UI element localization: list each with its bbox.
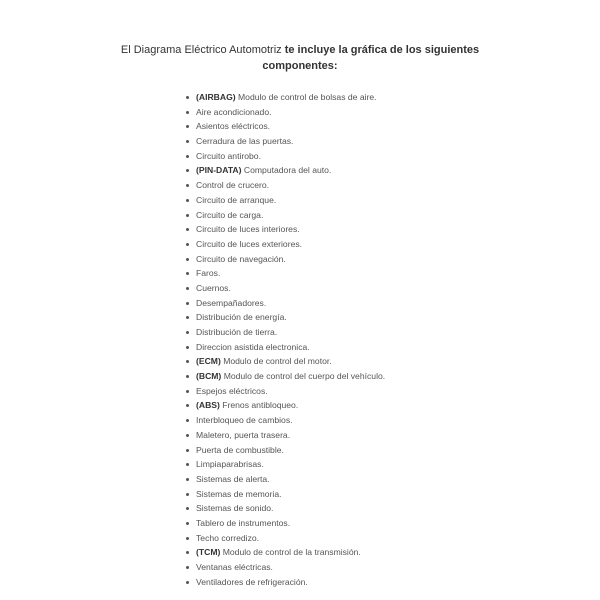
list-item xyxy=(182,325,385,340)
list-item-text: Ventanas eléctricas. xyxy=(196,562,273,572)
list-item-prefix: (BCM) xyxy=(196,371,222,382)
bullet-icon xyxy=(186,96,189,99)
list-item-text: Circuito de luces interiores. xyxy=(196,224,300,235)
list-item-text: Maletero, puerta trasera. xyxy=(196,429,291,440)
list-item xyxy=(182,193,385,208)
list-item-text: Sistemas de memoria. xyxy=(196,488,282,499)
bullet-icon xyxy=(186,140,189,143)
bullet-icon xyxy=(186,581,189,584)
heading xyxy=(100,42,500,74)
list-item-prefix: (ABS) xyxy=(196,400,220,411)
list-item-text: Asientos eléctricos. xyxy=(196,121,271,132)
bullet-icon xyxy=(186,522,189,525)
list-item-text: Circuito de luces exteriores. xyxy=(196,238,303,249)
bullet-icon xyxy=(186,228,189,231)
bullet-icon xyxy=(186,449,189,452)
list-item-text: Sistemas de alerta. xyxy=(196,473,270,484)
list-item xyxy=(182,119,385,134)
bullet-icon xyxy=(186,434,189,437)
list-item-text: Distribución de energía. xyxy=(196,312,287,323)
list-item-text: Puerta de combustible. xyxy=(196,444,284,455)
bullet-icon xyxy=(186,390,189,393)
bullet-icon xyxy=(186,566,189,569)
list-item-prefix: (TCM) xyxy=(196,547,221,558)
list-item-text: Cuernos. xyxy=(196,282,231,293)
bullet-icon xyxy=(186,199,189,202)
list-item-text: Modulo de control del motor. xyxy=(223,356,332,367)
list-item xyxy=(182,222,385,237)
list-item-text: Circuito de navegación. xyxy=(196,253,286,264)
bullet-icon xyxy=(186,184,189,187)
list-item-text: Computadora del auto. xyxy=(243,165,332,176)
bullet-icon xyxy=(186,419,189,422)
list-item-prefix: (AIRBAG) xyxy=(196,92,236,102)
list-item-text: Frenos antibloqueo. xyxy=(222,400,299,411)
list-item xyxy=(182,443,385,458)
bullet-icon xyxy=(186,551,189,554)
list-item-text: Techo corredizo. xyxy=(196,532,260,543)
list-item-text: Circuito antirobo. xyxy=(196,150,261,161)
list-item xyxy=(182,281,385,296)
list-item xyxy=(182,208,385,223)
list-item xyxy=(182,296,385,311)
list-item xyxy=(182,149,385,164)
list-item xyxy=(182,90,385,105)
bullet-icon xyxy=(186,537,189,540)
list-item-text: Aire acondicionado. xyxy=(196,106,272,117)
list-item-prefix: (ECM) xyxy=(196,356,221,367)
list-item xyxy=(182,575,385,590)
list-item-text: Sistemas de sonido. xyxy=(196,503,274,514)
list-item xyxy=(182,369,385,384)
list-item-text: Modulo de control de la transmisión. xyxy=(222,547,361,558)
bullet-icon xyxy=(186,214,189,217)
list-item xyxy=(182,384,385,399)
list-item xyxy=(182,545,385,560)
list-item xyxy=(182,266,385,281)
list-item-text: Desempañadores. xyxy=(196,297,267,308)
list-item xyxy=(182,398,385,413)
bullet-icon xyxy=(186,272,189,275)
component-list xyxy=(182,90,385,589)
list-item xyxy=(182,428,385,443)
list-item-text: Ventiladores de refrigeración. xyxy=(196,576,308,587)
bullet-icon xyxy=(186,287,189,290)
list-item xyxy=(182,413,385,428)
list-item xyxy=(182,340,385,355)
list-item xyxy=(182,531,385,546)
bullet-icon xyxy=(186,463,189,466)
heading-bold-text: te incluye la gráfica de los siguientes componentes: xyxy=(262,44,480,72)
list-item xyxy=(182,310,385,325)
list-item-text: Cerradura de las puertas. xyxy=(196,136,294,147)
bullet-icon xyxy=(186,258,189,261)
list-item-text: Direccion asistida electronica. xyxy=(196,341,310,352)
bullet-icon xyxy=(186,493,189,496)
list-item-text: Tablero de instrumentos. xyxy=(196,517,291,528)
list-item xyxy=(182,178,385,193)
bullet-icon xyxy=(186,375,189,378)
bullet-icon xyxy=(186,404,189,407)
bullet-icon xyxy=(186,155,189,158)
list-item-text: Interbloqueo de cambios. xyxy=(196,415,293,426)
list-item xyxy=(182,252,385,267)
list-item xyxy=(182,134,385,149)
list-item-text: Limpiaparabrisas. xyxy=(196,459,264,470)
bullet-icon xyxy=(186,111,189,114)
list-item-text: Control de crucero. xyxy=(196,180,270,191)
list-item xyxy=(182,237,385,252)
list-item-text: Modulo de control del cuerpo del vehículo. xyxy=(223,371,386,382)
bullet-icon xyxy=(186,331,189,334)
heading-normal-text: El Diagrama Eléctrico Automotriz xyxy=(120,44,282,56)
list-item xyxy=(182,457,385,472)
bullet-icon xyxy=(186,507,189,510)
list-item-text: Faros. xyxy=(196,268,221,279)
list-item xyxy=(182,501,385,516)
bullet-icon xyxy=(186,360,189,363)
list-item xyxy=(182,354,385,369)
list-item-text: Circuito de arranque. xyxy=(196,194,277,205)
bullet-icon xyxy=(186,243,189,246)
list-item-prefix: (PIN-DATA) xyxy=(196,165,242,176)
bullet-icon xyxy=(186,169,189,172)
bullet-icon xyxy=(186,316,189,319)
list-item-text: Espejos eléctricos. xyxy=(196,385,268,396)
bullet-icon xyxy=(186,302,189,305)
bullet-icon xyxy=(186,125,189,128)
list-item xyxy=(182,105,385,120)
list-item xyxy=(182,516,385,531)
list-item-text: Distribución de tierra. xyxy=(196,327,278,337)
list-item xyxy=(182,560,385,575)
list-item-text: Circuito de carga. xyxy=(196,209,264,220)
bullet-icon xyxy=(186,346,189,349)
list-item xyxy=(182,163,385,178)
list-item xyxy=(182,472,385,487)
list-item xyxy=(182,487,385,502)
list-item-text: Modulo de control de bolsas de aire. xyxy=(238,92,377,102)
bullet-icon xyxy=(186,478,189,481)
